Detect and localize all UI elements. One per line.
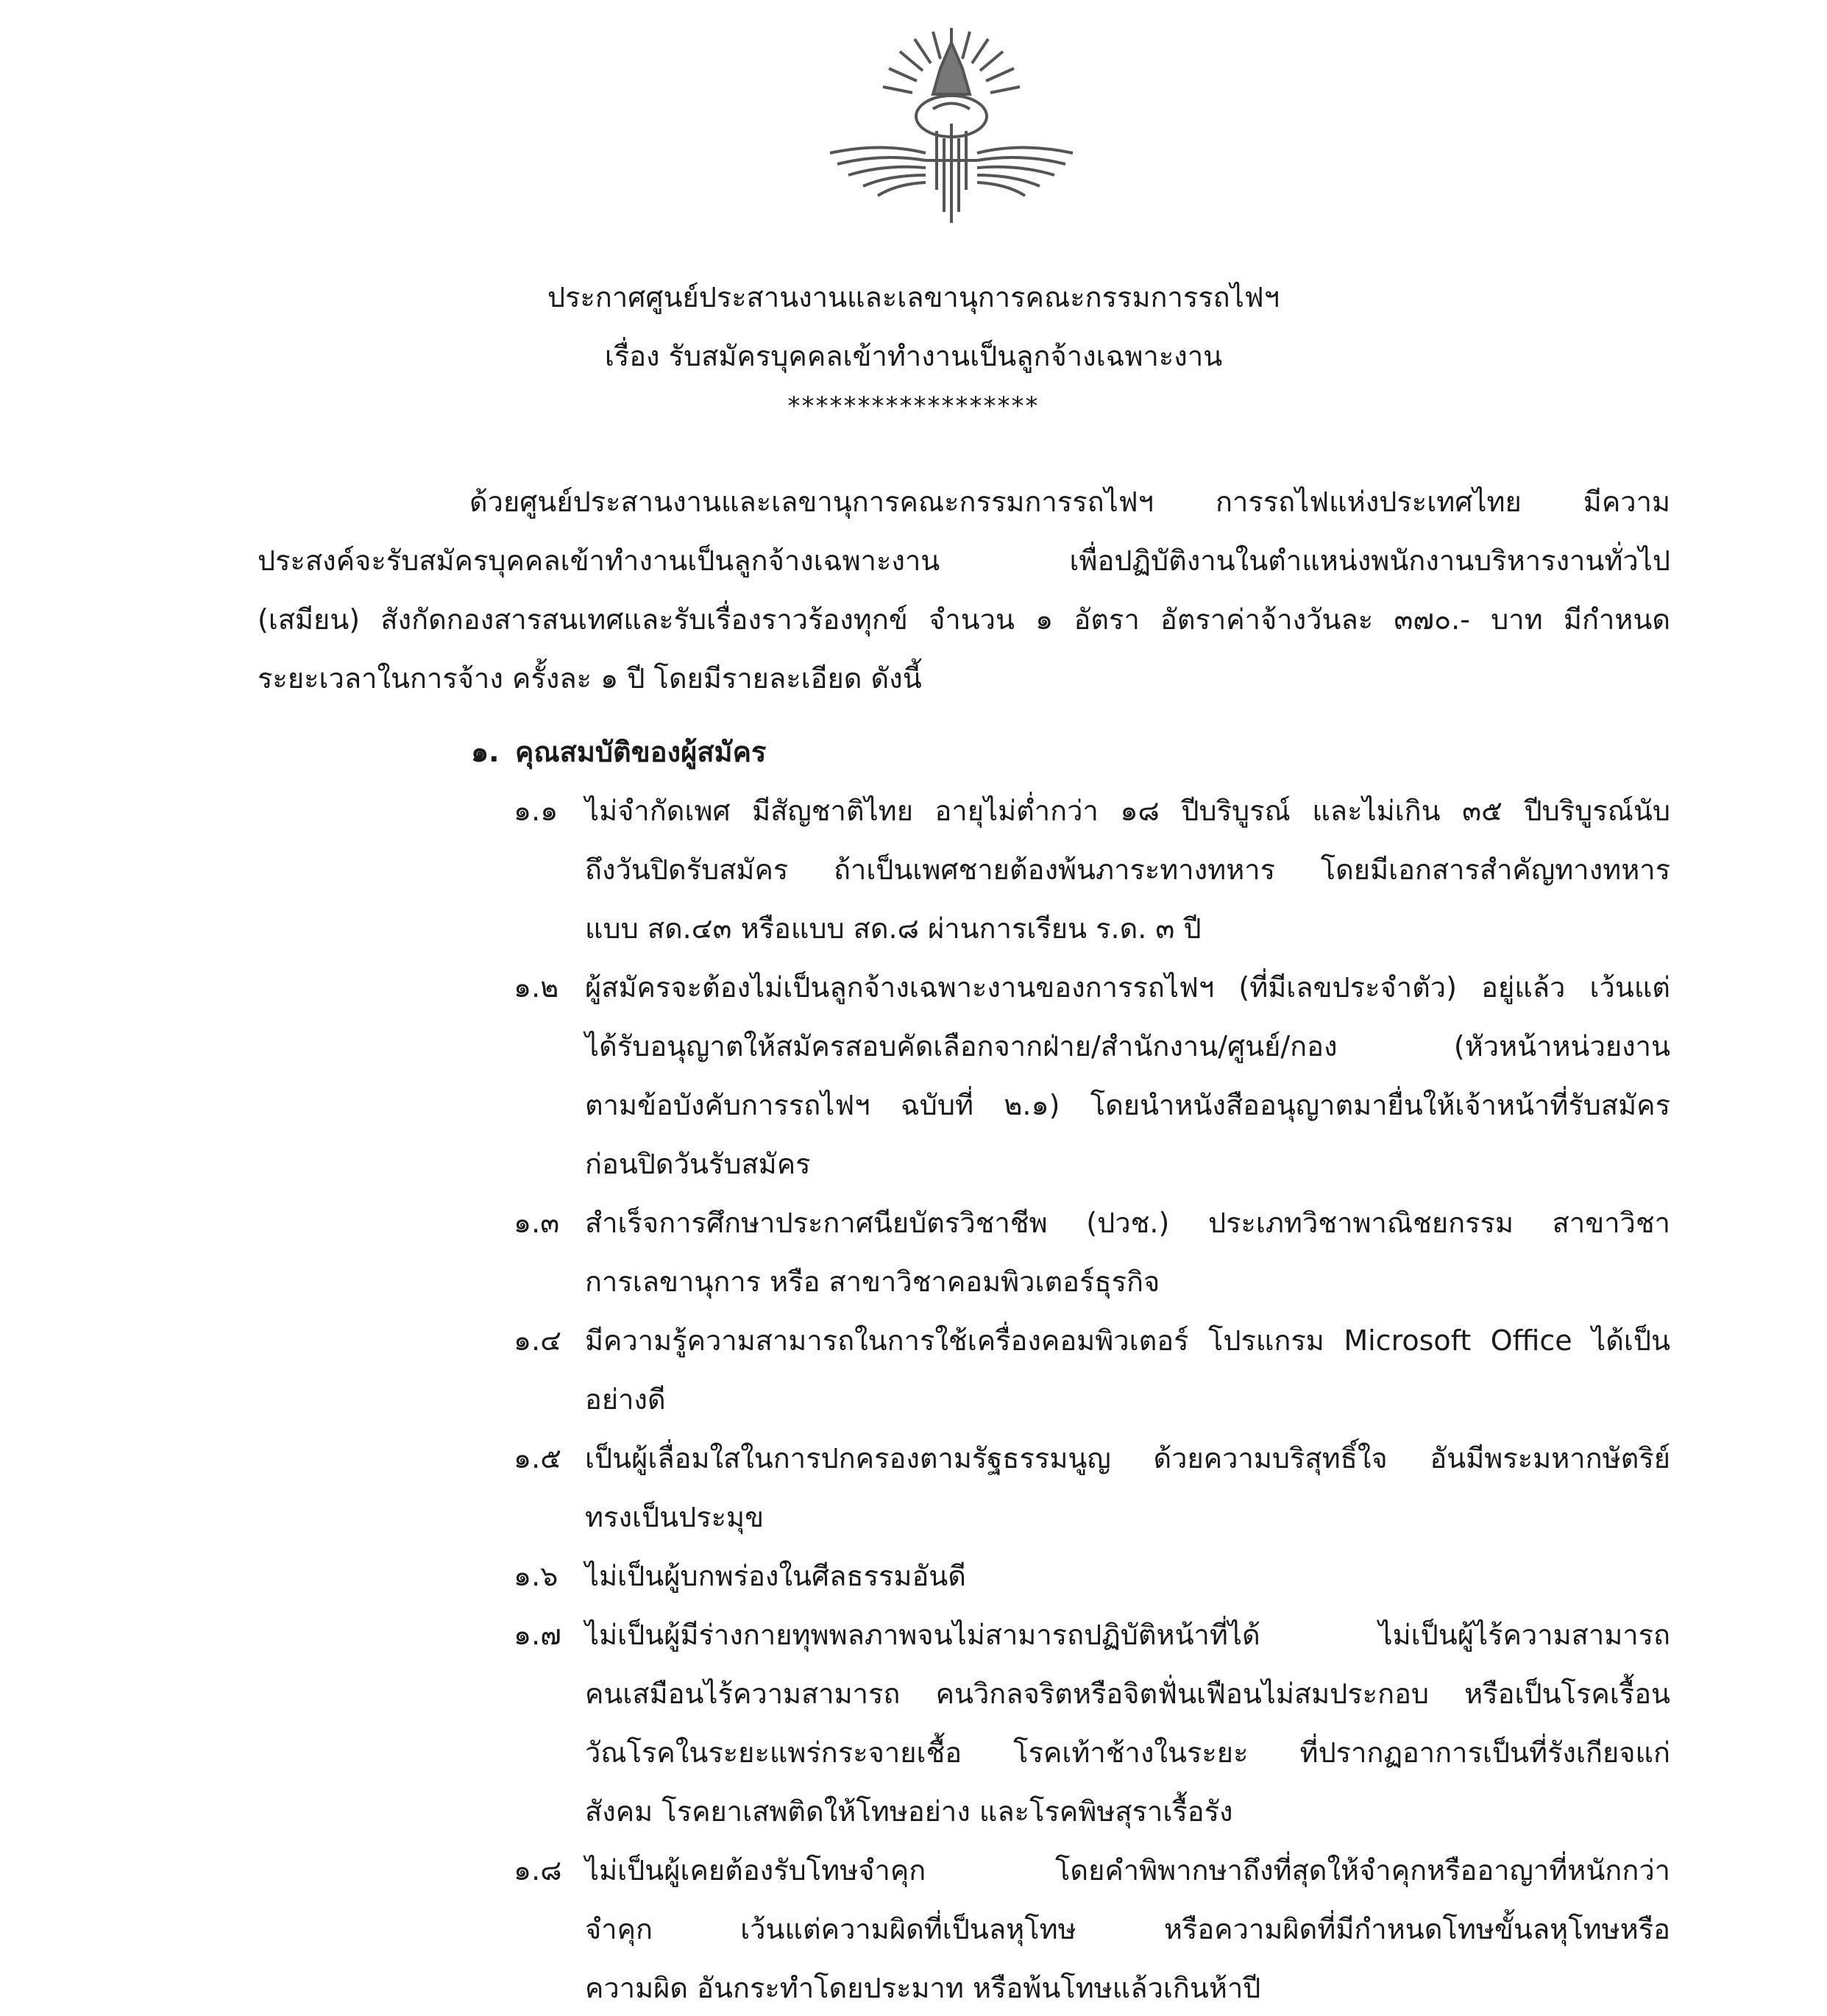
item-line: สังคม โรคยาเสพติดให้โทษอย่าง และโรคพิษสุราเรื้อรัง — [585, 1795, 1233, 1828]
section-title: คุณสมบัติของผู้สมัคร — [515, 736, 767, 768]
item-line: มีความรู้ความสามารถในการใช้เครื่องคอมพิวเตอร์ โปรแกรม Microsoft Office ได้เป็น — [585, 1324, 1670, 1357]
item-line: ทรงเป็นประมุข — [585, 1501, 764, 1533]
item-number: ๑.๓ — [514, 1207, 560, 1239]
item-line: จำคุก เว้นแต่ความผิดที่เป็นลหุโทษ หรือความผิดที่มีกำหนดโทษขั้นลหุโทษหรือ — [585, 1913, 1670, 1945]
item-line: ความผิด อันกระทำโดยประมาท หรือพ้นโทษแล้วเกินห้าปี — [585, 1972, 1261, 2004]
section-heading — [471, 736, 766, 770]
item-line: ไม่เป็นผู้บกพร่องในศีลธรรมอันดี — [585, 1560, 966, 1592]
intro-line: ประสงค์จะรับสมัครบุคคลเข้าทำงานเป็นลูกจ้างเฉพาะงาน เพื่อปฏิบัติงานในตำแหน่งพนักงานบริหารงานทั่วไป — [258, 544, 1670, 577]
srt-emblem-icon — [823, 13, 1080, 227]
item-line: ไม่เป็นผู้มีร่างกายทุพพลภาพจนไม่สามารถปฏิบัติหน้าที่ได้ ไม่เป็นผู้ไร้ความสามารถ — [585, 1619, 1670, 1651]
item-line: ก่อนปิดวันรับสมัคร — [585, 1148, 811, 1180]
item-line: ไม่เป็นผู้เคยต้องรับโทษจำคุก โดยคำพิพากษาถึงที่สุดให้จำคุกหรืออาญาที่หนักกว่า — [585, 1854, 1670, 1887]
intro-line: (เสมียน) สังกัดกองสารสนเทศและรับเรื่องราวร้องทุกข์ จำนวน ๑ อัตรา อัตราค่าจ้างวันละ ๓๗๐.- บาท มีกำหนด — [258, 603, 1670, 636]
item-line: อย่างดี — [585, 1383, 666, 1416]
item-line: เป็นผู้เลื่อมใสในการปกครองตามรัฐธรรมนูญ ด้วยความบริสุทธิ์ใจ อันมีพระมหากษัตริย์ — [585, 1442, 1670, 1474]
item-line: สำเร็จการศึกษาประกาศนียบัตรวิชาชีพ (ปวช.) ประเภทวิชาพาณิชยกรรม สาขาวิชา — [585, 1207, 1670, 1239]
item-number: ๑.๘ — [514, 1854, 562, 1887]
intro-line: ด้วยศูนย์ประสานงานและเลขานุการคณะกรรมการรถไฟฯ การรถไฟแห่งประเทศไทย มีความ — [469, 486, 1670, 518]
item-line: ไม่จำกัดเพศ มีสัญชาติไทย อายุไม่ต่ำกว่า ๑๘ ปีบริบูรณ์ และไม่เกิน ๓๕ ปีบริบูรณ์นับ — [585, 795, 1670, 827]
item-number: ๑.๑ — [514, 795, 558, 827]
item-line: ได้รับอนุญาตให้สมัครสอบคัดเลือกจากฝ่าย/สำนักงาน/ศูนย์/กอง (หัวหน้าหน่วยงาน — [585, 1030, 1670, 1062]
item-line: การเลขานุการ หรือ สาขาวิชาคอมพิวเตอร์ธุรกิจ — [585, 1266, 1160, 1298]
item-line: คนเสมือนไร้ความสามารถ คนวิกลจริตหรือจิตฟั่นเฟือนไม่สมประกอบ หรือเป็นโรคเรื้อน — [585, 1678, 1670, 1710]
section-number: ๑. — [471, 736, 500, 768]
item-line: ถึงวันปิดรับสมัคร ถ้าเป็นเพศชายต้องพ้นภาระทางทหาร โดยมีเอกสารสำคัญทางทหาร — [585, 853, 1670, 886]
intro-line: ระยะเวลาในการจ้าง ครั้งละ ๑ ปี โดยมีรายละเอียด ดังนี้ — [258, 662, 922, 695]
item-line: ผู้สมัครจะต้องไม่เป็นลูกจ้างเฉพาะงานของการรถไฟฯ (ที่มีเลขประจำตัว) อยู่แล้ว เว้นแต่ — [585, 971, 1670, 1004]
item-number: ๑.๕ — [514, 1442, 561, 1474]
item-number: ๑.๔ — [514, 1324, 561, 1357]
announcement-title: ประกาศศูนย์ประสานงานและเลขานุการคณะกรรมการรถไฟฯ — [547, 281, 1280, 313]
item-number: ๑.๒ — [514, 971, 559, 1004]
announcement-subject: เรื่อง รับสมัครบุคคลเข้าทำงานเป็นลูกจ้างเฉพาะงาน — [604, 340, 1223, 372]
item-number: ๑.๖ — [514, 1560, 558, 1592]
item-line: วัณโรคในระยะแพร่กระจายเชื้อ โรคเท้าช้างในระยะ ที่ปรากฏอาการเป็นที่รังเกียจแก่ — [585, 1736, 1670, 1769]
title-separator: ****************** — [787, 391, 1040, 421]
item-line: แบบ สด.๔๓ หรือแบบ สด.๘ ผ่านการเรียน ร.ด. ๓ ปี — [585, 912, 1202, 945]
item-line: ตามข้อบังคับการรถไฟฯ ฉบับที่ ๒.๑) โดยนำหนังสืออนุญาตมายื่นให้เจ้าหน้าที่รับสมัคร — [585, 1089, 1670, 1121]
item-number: ๑.๗ — [514, 1619, 561, 1651]
